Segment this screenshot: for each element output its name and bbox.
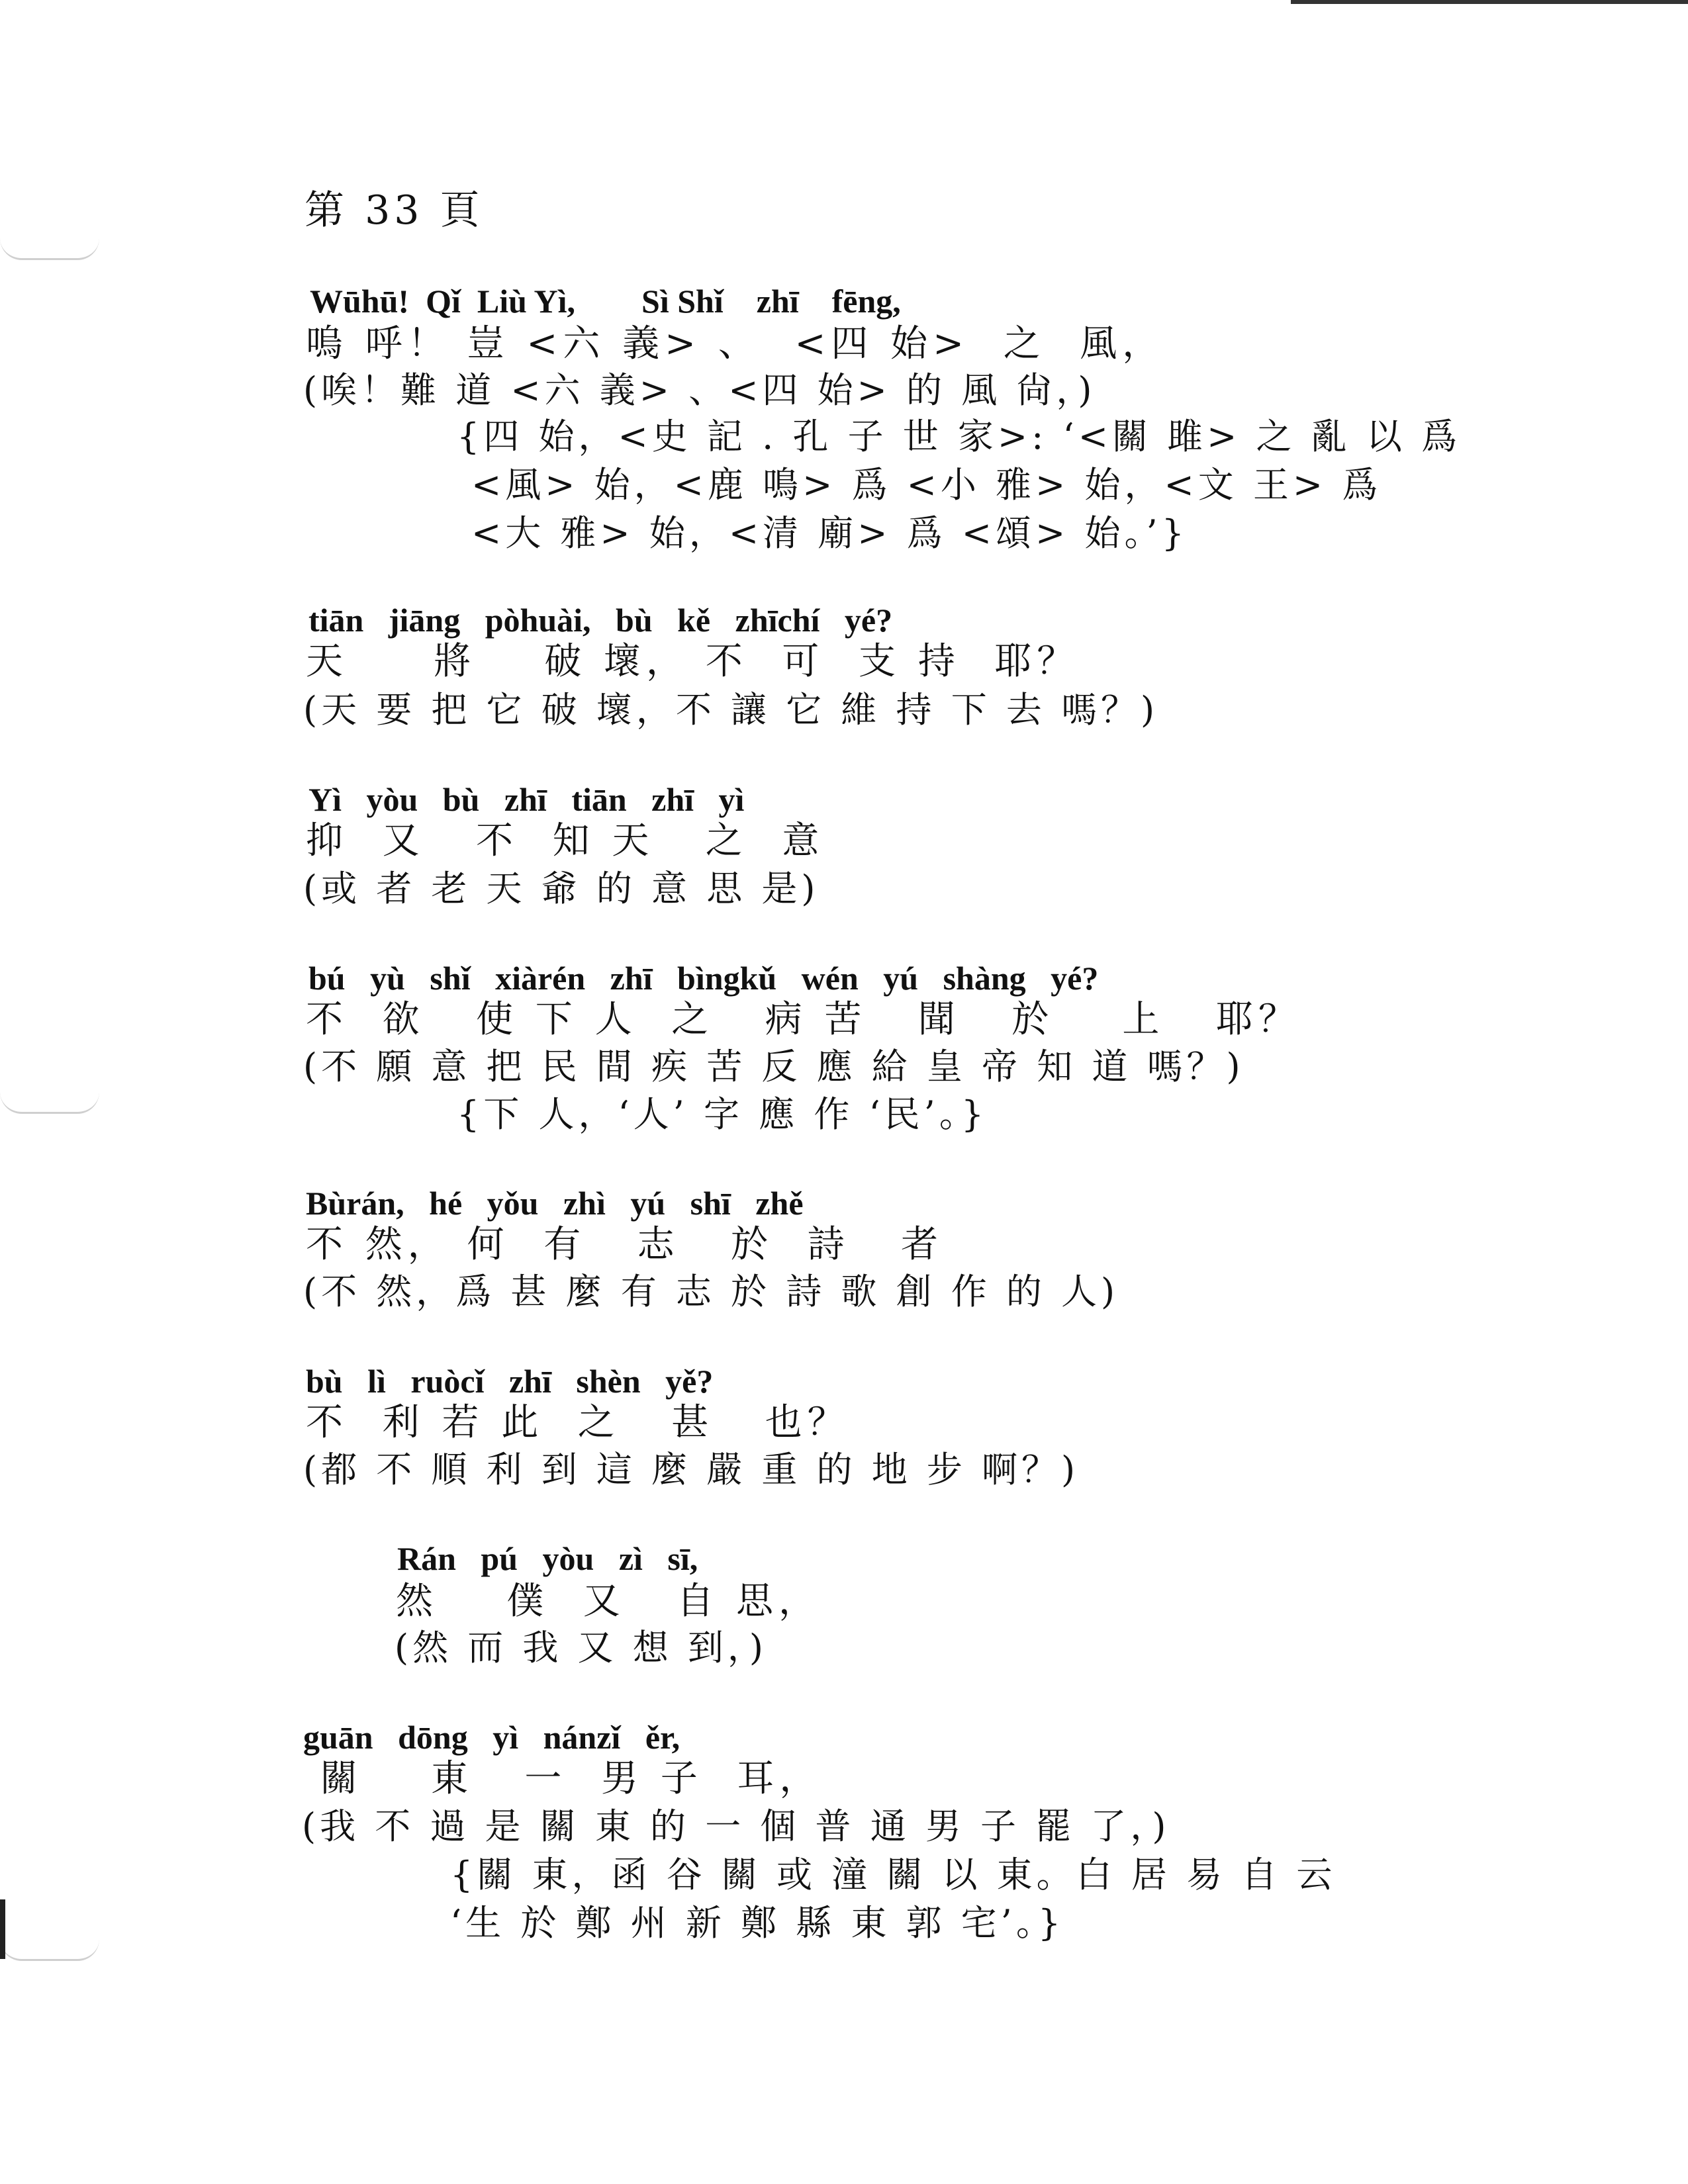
hanzi-line: 嗚 呼！ 豈 <六 義> 、 <四 始> 之 風，	[306, 322, 1165, 365]
scan-binding-mark	[0, 1939, 99, 1961]
hanzi-line: 然 僕 又 自 思，	[396, 1580, 821, 1623]
translation-line: (唉！難 道 <六 義> 、<四 始> 的 風 尙，)	[303, 369, 1096, 411]
hanzi-line: 關 東 一 男 子 耳，	[303, 1757, 822, 1800]
annotation-line: <風> 始，<鹿 鳴> 爲 <小 雅> 始，<文 王> 爲	[471, 464, 1382, 506]
annotation-line: {關 東，函 谷 關 或 潼 關 以 東。白 居 易 自 云	[450, 1854, 1336, 1895]
pinyin-line: guān dōng yì nánzǐ ěr,	[303, 1719, 680, 1756]
annotation-line: {四 始，<史 記 . 孔 子 世 家>: ‘<關 雎> 之 亂 以 爲	[457, 416, 1462, 457]
translation-line: (都 不 順 利 到 這 麼 嚴 重 的 地 步 啊？)	[303, 1449, 1080, 1490]
hanzi-line: 不 利 若 此 之 甚 也？	[306, 1401, 850, 1444]
pinyin-line: Wūhū! Qǐ Liù Yì, Sì Shǐ zhī fēng,	[310, 283, 901, 320]
scan-edge-mark	[0, 1899, 5, 1959]
pinyin-line: Yì yòu bù zhī tiān zhī yì	[308, 781, 745, 818]
translation-line: (不 願 意 把 民 間 疾 苦 反 應 給 皇 帝 知 道 嗎？)	[303, 1046, 1244, 1087]
pinyin-line: Rán pú yòu zì sī,	[397, 1540, 698, 1577]
annotation-line: ‘生 於 鄭 州 新 鄭 縣 東 郭 宅’。}	[450, 1902, 1065, 1944]
translation-line: (天 要 把 它 破 壞，不 讓 它 維 持 下 去 嗎？)	[303, 689, 1159, 731]
scan-binding-mark	[0, 238, 99, 260]
scan-binding-mark	[0, 1092, 99, 1114]
annotation-line: {下 人，‘人’ 字 應 作 ‘民’。}	[457, 1093, 988, 1135]
hanzi-line: 不 然， 何 有 志 於 詩 者	[306, 1223, 944, 1266]
pinyin-line: Bùrán, hé yǒu zhì yú shī zhě	[306, 1185, 804, 1222]
hanzi-line: 抑 又 不 知 天 之 意	[306, 819, 825, 862]
scan-top-edge	[1291, 0, 1688, 4]
pinyin-line: bù lì ruòcǐ zhī shèn yě?	[306, 1363, 714, 1400]
translation-line: (或 者 老 天 爺 的 意 思 是)	[303, 868, 820, 909]
translation-line: (不 然，爲 甚 麼 有 志 於 詩 歌 創 作 的 人)	[303, 1271, 1119, 1312]
translation-line: (我 不 過 是 關 東 的 一 個 普 通 男 子 罷 了，)	[302, 1805, 1170, 1847]
page-number-heading: 第 33 頁	[305, 187, 484, 234]
hanzi-line: 天 將 破 壞， 不 可 支 持 耶？	[306, 640, 1080, 683]
pinyin-line: tiān jiāng pòhuài, bù kě zhīchí yé?	[308, 602, 893, 639]
annotation-line: <大 雅> 始，<清 廟> 爲 <頌> 始。’}	[471, 512, 1188, 554]
pinyin-line: bú yù shǐ xiàrén zhī bìngkǔ wén yú shàng yé?	[308, 960, 1099, 997]
translation-line: (然 而 我 又 想 到，)	[395, 1627, 767, 1668]
hanzi-line: 不 欲 使 下 人 之 病 苦 聞 於 上 耶？	[306, 998, 1301, 1041]
